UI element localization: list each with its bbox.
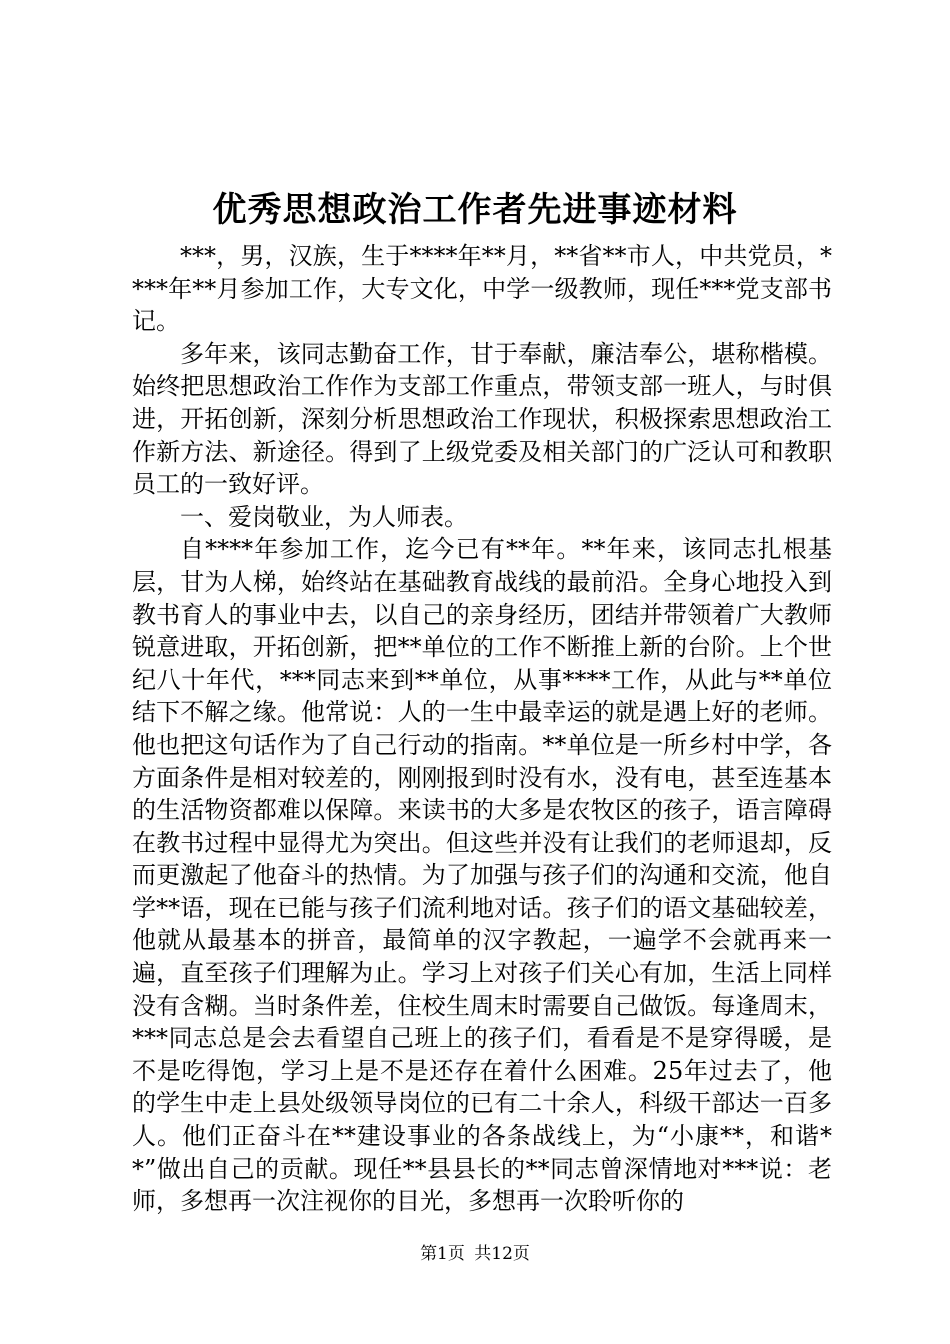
page-total: 共12页: [474, 1244, 530, 1264]
page-number: 第1页: [420, 1244, 465, 1264]
paragraph-section-1: 自****年参加工作，迄今已有**年。**年来，该同志扎根基层，甘为人梯，始终站在基础教育战线的最前沿。全身心地投入到教书育人的事业中去，以自己的亲身经历，团结并带领着广大教师锐意进取，开拓创新，把**单位的工作不断推上新的台阶。上个世纪八十年代，***同志来到**单位，从事****工作，从此与**单位结下不解之缘。他常说：人的一生中最幸运的就是遇上好的老师。他也把这句话作为了自己行动的指南。**单位是一所乡村中学，各方面条件是相对较差的，刚刚报到时没有水，没有电，甚至连基本的生活物资都难以保障。来读书的大多是农牧区的孩子，语言障碍在教书过程中显得尤为突出。但这些并没有让我们的老师退却，反而更激起了他奋斗的热情。为了加强与孩子们的沟通和交流，他自学**语，现在已能与孩子们流利地对话。孩子们的语文基础较差，他就从最基本的拼音，最简单的汉字教起，一遍学不会就再来一遍，直至孩子们理解为止。学习上对孩子们关心有加，生活上同样没有含糊。当时条件差，住校生周末时需要自己做饭。每逢周末，***同志总是会去看望自己班上的孩子们，看看是不是穿得暖，是不是吃得饱，学习上是不是还存在着什么困难。25年过去了，他的学生中走上县处级领导岗位的已有二十余人，科级干部达一百多人。他们正奋斗在**建设事业的各条战线上，为“小康**，和谐**”做出自己的贡献。现任**县县长的**同志曾深情地对***说：老师，多想再一次注视你的目光，多想再一次聆听你的: [132, 535, 832, 1216]
page-footer: [0, 1242, 950, 1266]
document-body: [132, 240, 832, 1218]
document-title: 优秀思想政治工作者先进事迹材料: [212, 190, 738, 230]
paragraph-summary: 多年来，该同志勤奋工作，甘于奉献，廉洁奉公，堪称楷模。始终把思想政治工作作为支部工作重点，带领支部一班人，与时俱进，开拓创新，深刻分析思想政治工作现状，积极探索思想政治工作新方法、新途径。得到了上级党委及相关部门的广泛认可和教职员工的一致好评。: [132, 339, 832, 499]
section-heading-1: 一、爱岗敬业，为人师表。: [180, 502, 468, 531]
paragraph-intro: ***，男，汉族，生于****年**月，**省**市人，中共党员，****年**月参加工作，大专文化，中学一级教师，现任***党支部书记。: [132, 242, 832, 336]
